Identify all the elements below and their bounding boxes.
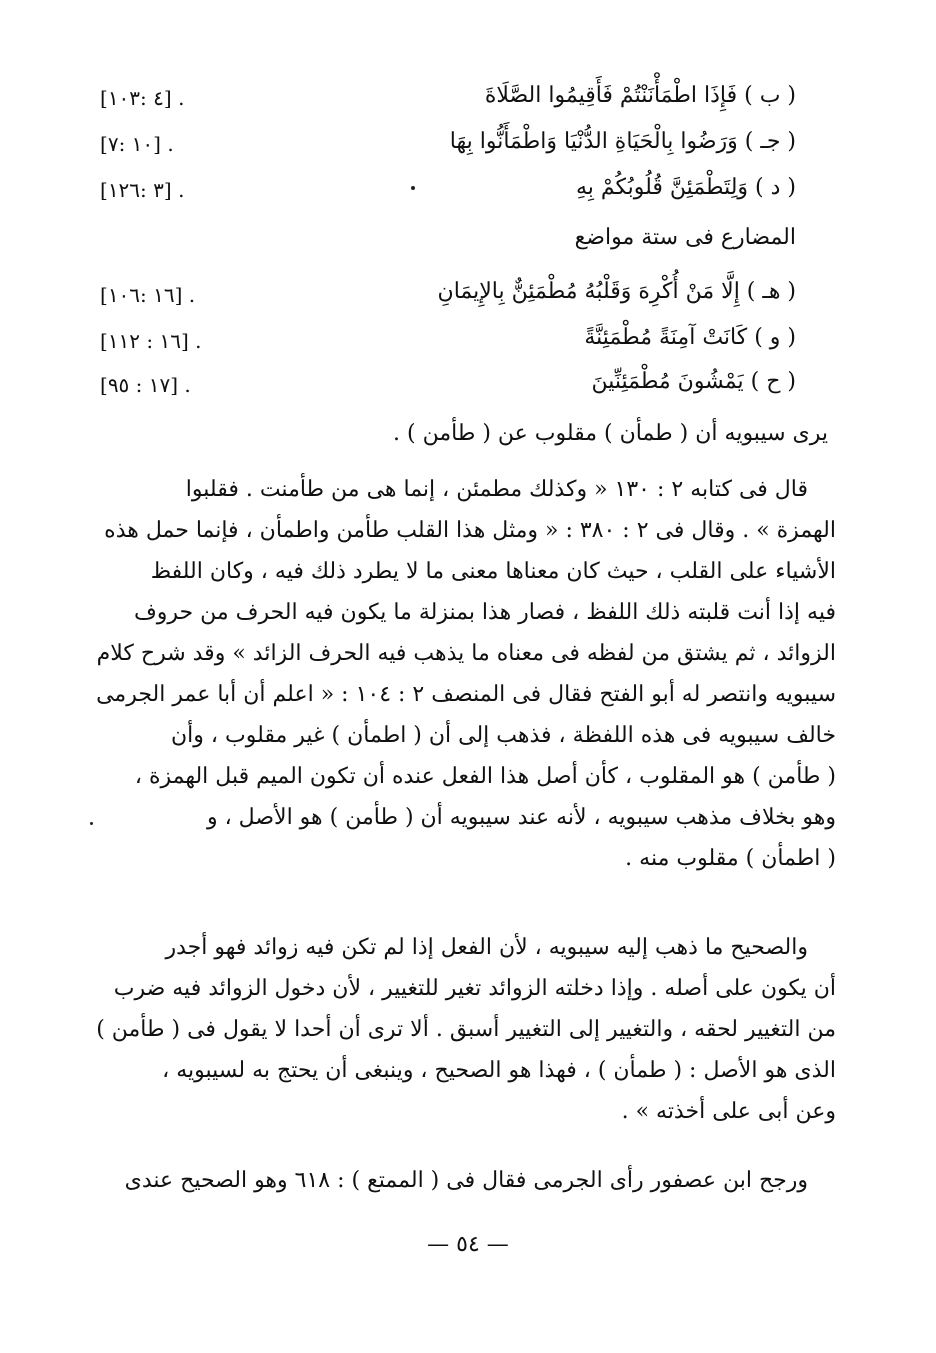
- paragraph-1-line: قال فى كتابه ٢ : ١٣٠ « وكذلك مطمئن ، إنما هى من طأمنت . فقلبوا: [185, 477, 808, 502]
- verse-b: ( ب ) فَإِذَا اطْمَأْنَنْتُمْ فَأَقِيمُوا الصَّلَاةَ: [484, 83, 796, 108]
- verse-j-ref: [١٠ :٧] .: [100, 132, 174, 156]
- paragraph-2-line: أن يكون على أصله . وإذا دخلته الزوائد تغير للتغيير ، لأن دخول الزوائد فيه ضرب: [113, 976, 836, 1001]
- paragraph-1-line: الهمزة » . وقال فى ٢ : ٣٨٠ : « ومثل هذا القلب طأمن واطمأن ، فإنما حمل هذه: [104, 518, 836, 543]
- verse-w-ref: [١٦ : ١١٢] .: [100, 329, 202, 353]
- paragraph-2: [96, 927, 836, 1132]
- stray-dot: [411, 186, 415, 190]
- paragraph-1-line: ( اطمأن ) مقلوب منه .: [625, 846, 836, 871]
- paragraph-2-line: الذى هو الأصل : ( طمأن ) ، فهذا هو الصحيح ، وينبغى أن يحتج به لسيبويه ،: [162, 1058, 836, 1083]
- paragraph-3-line: ورجح ابن عصفور رأى الجرمى فقال فى ( الممتع ) : ٦١٨ وهو الصحيح عندى: [124, 1168, 808, 1193]
- verse-w: ( و ) كَانَتْ آمِنَةً مُطْمَئِنَّةً: [584, 325, 796, 350]
- paragraph-1-line: الزوائد ، ثم يشتق من لفظه فى معناه ما يذهب فيه الحرف الزائد » وقد شرح كلام: [96, 641, 836, 666]
- verse-h: ( هـ ) إِلَّا مَنْ أُكْرِهَ وَقَلْبُهُ مُطْمَئِنٌّ بِالإِيمَانِ: [437, 279, 796, 304]
- section-heading: المضارع فى ستة مواضع: [574, 225, 796, 250]
- paragraph-1: [96, 469, 836, 879]
- verse-b-ref: [٤ :١٠٣] .: [100, 86, 185, 110]
- paragraph-2-line: من التغيير لحقه ، والتغيير إلى التغيير أسبق . ألا ترى أن أحدا لا يقول فى ( طأمن ): [96, 1017, 836, 1042]
- paragraph-1-line: الأشياء على القلب ، حيث كان معناها معنى ما لا يطرد ذلك فيه ، وكان اللفظ: [150, 559, 836, 584]
- verse-j: ( جـ ) وَرَضُوا بِالْحَيَاةِ الدُّنْيَا وَاطْمَأَنُّوا بِهَا: [449, 129, 796, 154]
- margin-dot: [90, 822, 93, 825]
- paragraph-2-line: والصحيح ما ذهب إليه سيبويه ، لأن الفعل إذا لم تكن فيه زوائد فهو أجدر: [165, 935, 808, 960]
- paragraph-1-line: ( طأمن ) هو المقلوب ، كأن أصل هذا الفعل عنده أن تكون الميم قبل الهمزة ،: [134, 764, 836, 789]
- paragraph-2-line: وعن أبى على أخذته » .: [621, 1099, 836, 1124]
- sibawayh-statement: يرى سيبويه أن ( طمأن ) مقلوب عن ( طأمن ) .: [393, 421, 828, 446]
- paragraph-1-line: وهو بخلاف مذهب سيبويه ، لأنه عند سيبويه أن ( طأمن ) هو الأصل ، و: [206, 805, 836, 830]
- verse-d-ref: [٣ :١٢٦] .: [100, 178, 185, 202]
- paragraph-1-line: خالف سيبويه فى هذه اللفظة ، فذهب إلى أن ( اطمأن ) غير مقلوب ، وأن: [171, 723, 836, 748]
- verse-h-ref: [١٦ :١٠٦] .: [100, 283, 196, 307]
- page-number: — ٥٤ —: [427, 1232, 509, 1257]
- verse-d: ( د ) وَلِتَطْمَئِنَّ قُلُوبُكُمْ بِهِ: [575, 175, 796, 200]
- verse-h2: ( ح ) يَمْشُونَ مُطْمَئِنِّينَ: [591, 369, 796, 394]
- paragraph-1-line: سيبويه وانتصر له أبو الفتح فقال فى المنصف ٢ : ١٠٤ : « اعلم أن أبا عمر الجرمى: [96, 682, 836, 707]
- paragraph-1-line: فيه إذا أنت قلبته ذلك اللفظ ، فصار هذا بمنزلة ما يكون فيه الحرف من حروف: [133, 600, 836, 625]
- paragraph-3: [100, 1160, 836, 1201]
- verse-h2-ref: [١٧ : ٩٥] .: [100, 373, 191, 397]
